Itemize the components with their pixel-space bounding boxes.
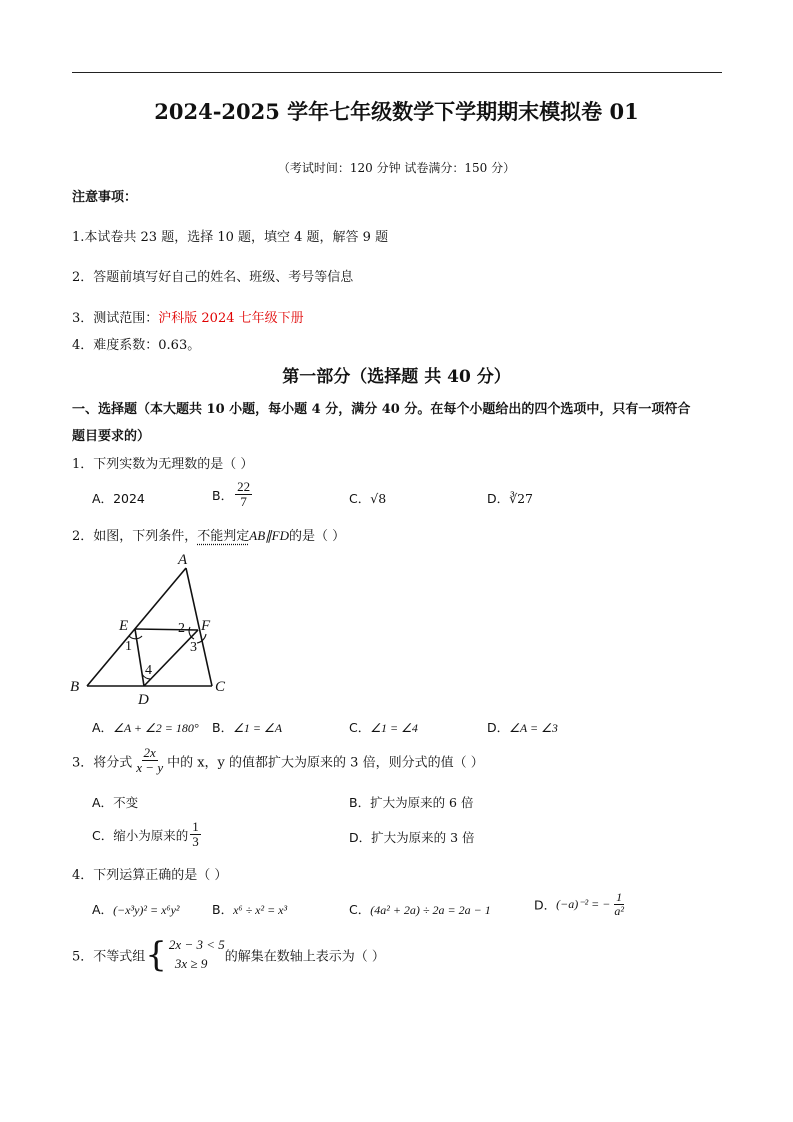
q4-a-value: (−x³y)² = x⁶y²	[113, 903, 180, 917]
label-b: B	[70, 679, 80, 695]
q5-stem-suffix: 的解集在数轴上表示为（ ）	[224, 949, 385, 965]
angle-2-arc	[189, 627, 194, 639]
q1-b-label: B．	[212, 487, 234, 503]
header-rule	[72, 72, 722, 73]
q4-a-label: A．	[92, 902, 114, 917]
q3-stem-prefix: 3．将分式	[72, 755, 133, 771]
q4-option-c	[349, 900, 491, 918]
q3-option-b	[349, 793, 473, 811]
label-f: F	[201, 618, 211, 634]
q5-inequality-1: 2x − 3 < 5	[168, 937, 225, 952]
q2-stem	[72, 525, 345, 544]
q1-a-value: 2024	[113, 491, 145, 506]
line-ab	[87, 568, 186, 686]
notes-heading: 注意事项：	[72, 190, 138, 205]
q1-a-label: A．	[92, 491, 114, 506]
q4-c-value: (4a² + 2a) ÷ 2a = 2a − 1	[370, 903, 491, 917]
q2-a-label: A．	[92, 720, 114, 735]
q4-d-label: D．	[534, 897, 557, 913]
label-angle-1: 1	[125, 639, 132, 654]
q2-option-a	[92, 718, 199, 736]
label-angle-4: 4	[145, 663, 152, 678]
q2-b-value: ∠1 = ∠A	[233, 721, 283, 735]
note-item-3-label: 3．测试范围：	[72, 311, 159, 326]
q1-stem: 1．下列实数为无理数的是（ ）	[72, 457, 254, 472]
q4-d-numerator: 1	[616, 890, 623, 904]
line-df	[144, 630, 198, 686]
q5-inequality-2: 3x ≥ 9	[174, 955, 208, 971]
note-item-3	[72, 307, 304, 326]
q3-stem	[72, 746, 484, 776]
q3-d-label: D．	[349, 830, 372, 845]
q2-option-b	[212, 718, 282, 736]
q3-b-label: B．	[349, 795, 371, 810]
q4-c-label: C．	[349, 902, 371, 917]
q3-fraction-numerator: 2x	[143, 745, 156, 760]
line-ef	[135, 629, 198, 630]
label-d: D	[138, 692, 149, 708]
q1-option-a	[92, 489, 145, 507]
q1-c-value: √8	[370, 491, 387, 506]
q1-option-c	[349, 489, 386, 507]
q1-b-numerator: 22	[237, 479, 251, 494]
q2-b-label: B．	[212, 720, 234, 735]
q2-stem-emphasis: 不能判定	[197, 529, 250, 544]
q3-option-a	[92, 793, 138, 811]
label-c: C	[215, 679, 226, 695]
q4-stem: 4．下列运算正确的是（ ）	[72, 868, 228, 883]
q3-a-label: A．	[92, 795, 114, 810]
q5-stem-prefix: 5．不等式组	[72, 949, 146, 965]
section-instructions-line-1: 一、选择题（本大题共 10 小题，每小题 4 分，满分 40 分。在每个小题给出的四个选项中，只有一项符合	[72, 402, 691, 417]
test-scope: 沪科版 2024 七年级下册	[158, 311, 304, 326]
q3-option-c	[92, 820, 203, 850]
q1-d-value: ∛27	[509, 491, 534, 506]
section-title: 第一部分（选择题 共 40 分）	[282, 367, 511, 387]
q3-option-d	[349, 828, 475, 846]
q5-brace: {	[145, 934, 167, 975]
q1-b-denominator: 7	[240, 494, 247, 510]
q3-c-denominator: 3	[192, 834, 199, 850]
q2-option-d	[487, 718, 558, 736]
q2-triangle-figure	[66, 550, 246, 710]
q1-option-b	[212, 480, 254, 510]
q5-lines	[169, 936, 225, 974]
q2-c-value: ∠1 = ∠4	[370, 721, 418, 735]
q2-d-label: D．	[487, 720, 510, 735]
label-angle-3: 3	[190, 640, 197, 655]
q3-d-value: 扩大为原来的 3 倍	[371, 830, 475, 845]
q2-c-label: C．	[349, 720, 371, 735]
q3-c-label: C．	[92, 827, 114, 843]
q1-d-label: D．	[487, 491, 510, 506]
page-title: 2024-2025 学年七年级数学下学期期末模拟卷 01	[154, 99, 639, 124]
q4-b-label: B．	[212, 902, 234, 917]
q1-b-fraction	[235, 480, 252, 510]
label-a: A	[178, 552, 188, 568]
note-item-4: 4．难度系数：0.63。	[72, 338, 201, 353]
q3-fraction-denominator: x − y	[136, 760, 164, 776]
q2-option-c	[349, 718, 418, 736]
q4-d-lhs: (−a)⁻² = −	[556, 897, 611, 912]
q1-option-d	[487, 489, 533, 507]
q4-d-fraction	[612, 891, 626, 918]
q4-d-denominator: a²	[614, 904, 624, 919]
q3-a-value: 不变	[113, 795, 139, 810]
q2-stem-prefix: 2．如图，下列条件，	[72, 529, 198, 544]
q3-c-numerator: 1	[192, 819, 199, 834]
section-instructions-line-2: 题目要求的）	[72, 429, 151, 444]
label-angle-2: 2	[178, 621, 185, 636]
q5-inequality-system	[145, 936, 224, 974]
q4-option-b	[212, 900, 287, 918]
q3-c-value: 缩小为原来的	[113, 827, 189, 843]
q3-fraction	[134, 746, 165, 776]
q5-stem	[72, 936, 385, 974]
q2-stem-math: AB∥FD	[249, 528, 290, 543]
label-e: E	[119, 618, 129, 634]
q2-a-value: ∠A + ∠2 = 180°	[113, 721, 199, 735]
q1-c-label: C．	[349, 491, 371, 506]
q3-b-value: 扩大为原来的 6 倍	[370, 795, 474, 810]
q3-stem-suffix: 中的 x，y 的值都扩大为原来的 3 倍，则分式的值（ ）	[167, 755, 484, 771]
q4-option-d	[534, 891, 628, 918]
exam-info: （考试时间：120 分钟 试卷满分：150 分）	[277, 161, 516, 175]
q2-stem-suffix: 的是（ ）	[289, 529, 346, 544]
q4-b-value: x⁶ ÷ x² = x³	[233, 903, 288, 917]
note-item-2: 2．答题前填写好自己的姓名、班级、考号等信息	[72, 270, 354, 285]
q4-option-a	[92, 900, 180, 918]
q2-d-value: ∠A = ∠3	[509, 721, 558, 735]
q3-c-fraction	[190, 820, 201, 850]
note-item-1: 1.本试卷共 23 题，选择 10 题，填空 4 题，解答 9 题	[72, 230, 389, 245]
